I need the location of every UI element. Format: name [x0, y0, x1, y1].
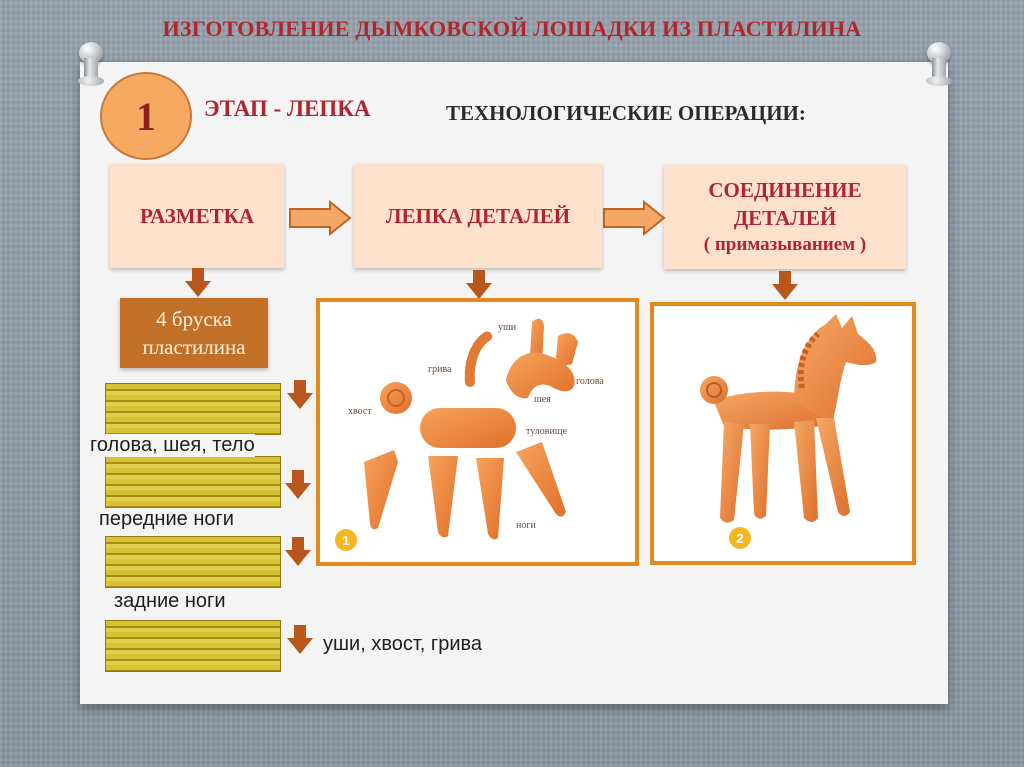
leg-part: [364, 450, 398, 529]
arrow-down-icon: [286, 625, 314, 655]
leg-part: [476, 458, 504, 539]
tail-part: [380, 382, 412, 414]
plasticine-block: [105, 536, 281, 588]
plasticine-block: [105, 456, 281, 508]
leg-part: [516, 442, 566, 517]
operation-joining-note: ( примазыванием ): [703, 234, 867, 255]
plasticine-block: [105, 383, 281, 435]
operation-marking: [110, 164, 284, 268]
operation-joining-parts: [664, 165, 906, 269]
ear-part: [556, 333, 578, 365]
bars-line2: пластилина: [142, 335, 246, 359]
photo-number-2: 2: [736, 531, 744, 546]
mane-part: [470, 336, 488, 382]
block-label-head: голова, шея, тело: [90, 434, 255, 456]
arrow-down-icon: [465, 270, 493, 300]
operation-modeling-parts: [354, 164, 602, 268]
body-part: [420, 408, 516, 448]
operations-heading: ТЕХНОЛОГИЧЕСКИЕ ОПЕРАЦИИ:: [446, 101, 806, 125]
part-label: шея: [534, 394, 551, 405]
arrow-down-icon: [184, 268, 212, 298]
block-label-ears-tail: уши, хвост, грива: [323, 633, 483, 655]
stage-title: ЭТАП - ЛЕПКА: [204, 96, 371, 121]
slide-title: ИЗГОТОВЛЕНИЕ ДЫМКОВСКОЙ ЛОШАДКИ ИЗ ПЛАСТИЛИНА: [162, 16, 862, 41]
part-label: ноги: [516, 520, 536, 531]
plasticine-block: [105, 620, 281, 672]
arrow-right-icon: [602, 200, 666, 236]
operation-joining-line1: СОЕДИНЕНИЕ: [708, 178, 862, 202]
operation-marking-label: РАЗМЕТКА: [139, 204, 255, 228]
assembled-horse-illustration: [654, 306, 912, 561]
part-label: туловище: [526, 426, 568, 437]
left-pushpin-icon: [76, 42, 106, 88]
right-pushpin-icon: [924, 42, 954, 88]
operation-joining-line2: ДЕТАЛЕЙ: [733, 206, 837, 230]
leg-part: [428, 456, 458, 537]
part-label: хвост: [348, 406, 372, 417]
plasticine-bars-box: [120, 298, 268, 368]
part-label: грива: [428, 364, 452, 375]
assembled-horse-photo: [650, 302, 916, 565]
part-label: уши: [498, 322, 517, 333]
step-number-badge: 1: [100, 72, 192, 160]
bars-line1: 4 бруска: [156, 307, 232, 331]
block-label-hind-legs: задние ноги: [114, 590, 226, 612]
arrow-right-icon: [288, 200, 352, 236]
operation-modeling-label: ЛЕПКА ДЕТАЛЕЙ: [385, 204, 571, 228]
part-label: голова: [576, 376, 604, 387]
block-label-front-legs: передние ноги: [99, 508, 234, 530]
photo-number-1: 1: [342, 533, 350, 548]
arrow-down-icon: [771, 271, 799, 301]
arrow-down-icon: [286, 380, 314, 410]
parts-photo: [316, 298, 639, 566]
horse-parts-illustration: [320, 302, 635, 562]
arrow-down-icon: [284, 470, 312, 500]
arrow-down-icon: [284, 537, 312, 567]
